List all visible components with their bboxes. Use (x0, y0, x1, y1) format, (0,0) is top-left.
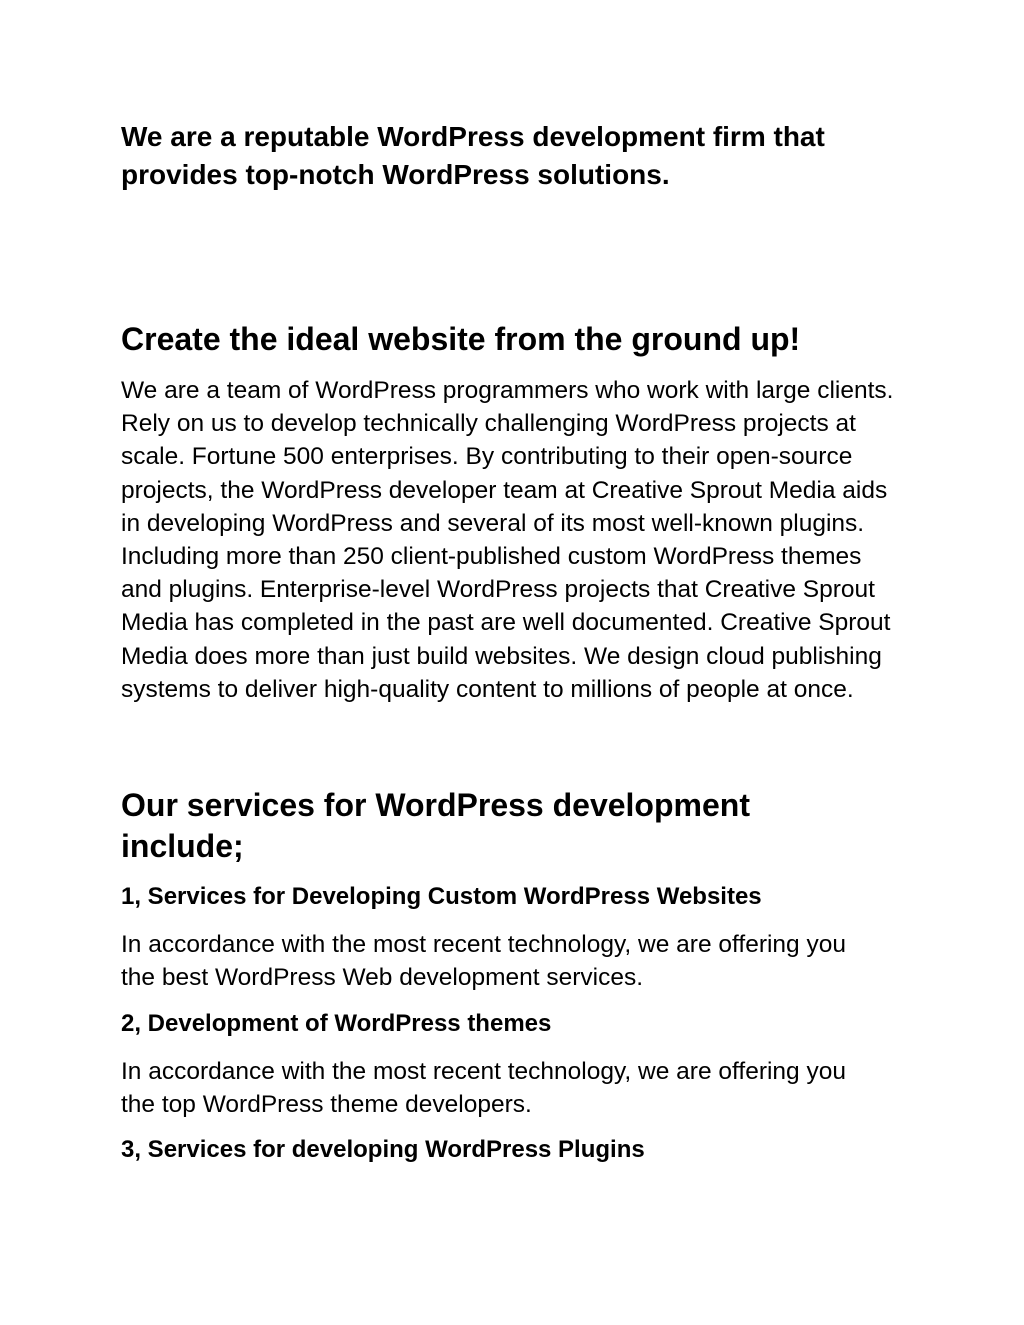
create-section-heading: Create the ideal website from the ground up! (121, 321, 801, 357)
service-item-description: In accordance with the most recent technology, we are offering you the best WordPress Web development services. (121, 931, 846, 991)
create-section-body: We are a team of WordPress programmers who work with large clients. Rely on us to develop technically challenging WordPress projects at scale. Fortune 500 enterprises. By contributing to their open-source projects, the WordPress developer team at Creative Sprout Media aids in developing WordPress and several of its most well-known plugins. Including more than 250 client-published custom WordPress themes and plugins. Enterprise-level WordPress projects that Creative Sprout Media has completed in the past are well documented. Creative Sprout Media does more than just build websites. We design cloud publishing systems to deliver high-quality content to millions of people at once. (121, 377, 894, 703)
service-item-description: In accordance with the most recent technology, we are offering you the top WordPress theme developers. (121, 1058, 846, 1118)
service-item-title: 3, Services for developing WordPress Plugins (121, 1136, 645, 1163)
service-item-title: 2, Development of WordPress themes (121, 1010, 552, 1037)
service-item-title: 1, Services for Developing Custom WordPress Websites (121, 883, 762, 910)
intro-heading: We are a reputable WordPress development firm that provides top-notch WordPress solutions. (121, 121, 825, 190)
services-section-heading: Our services for WordPress development include; (121, 787, 750, 864)
